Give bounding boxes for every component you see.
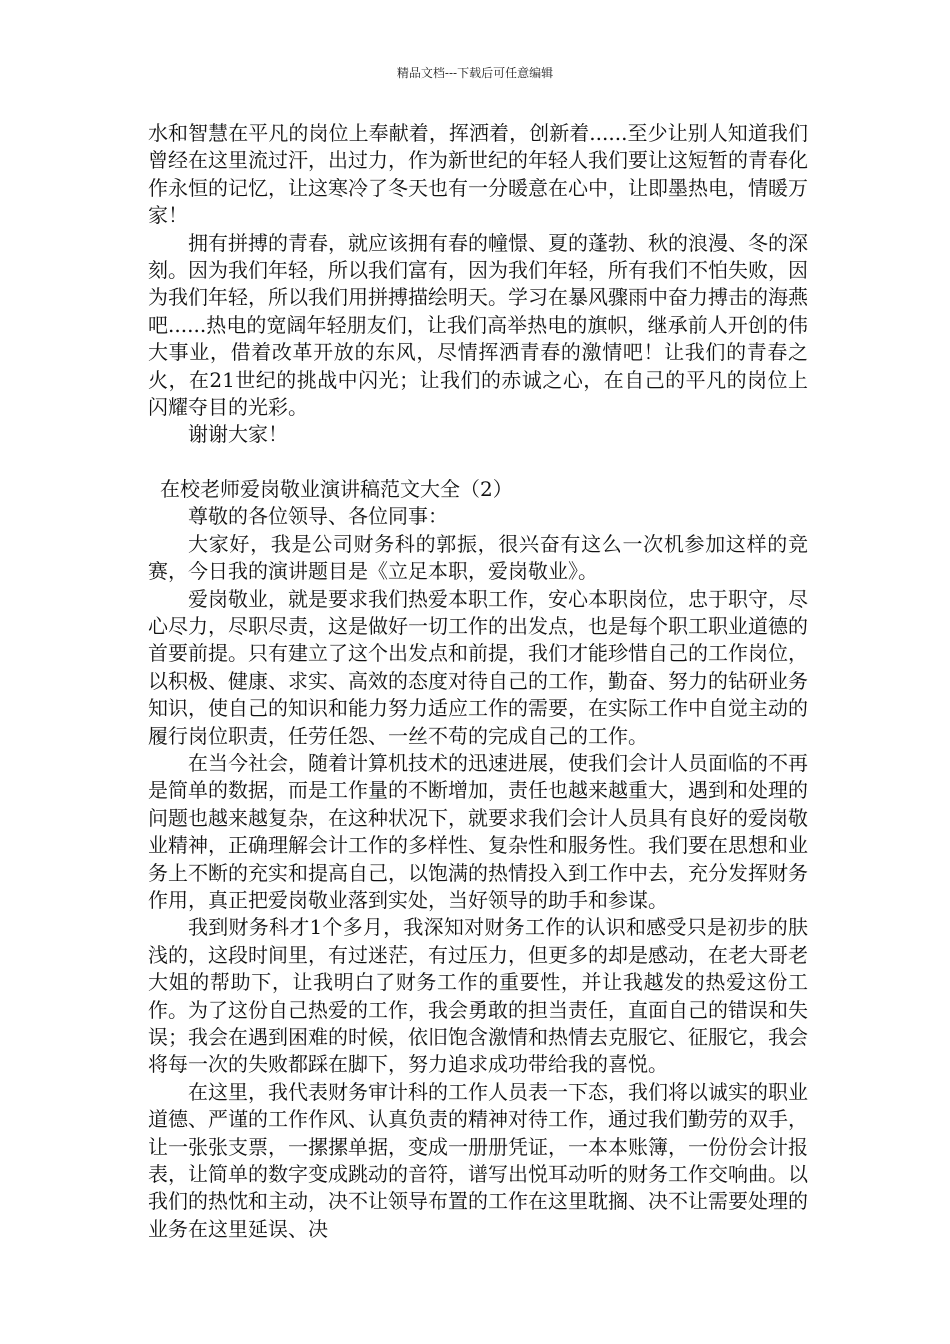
paragraph: 爱岗敬业，就是要求我们热爱本职工作，安心本职岗位，忠于职守，尽心尽力，尽职尽责，这是做好一切工作的出发点，也是每个职工职业道德的首要前提。只有建立了这个出发点和前提，我们才能珍惜自己的工作岗位，以积极、健康、求实、高效的态度对待自己的工作，勤奋、努力的钻研业务知识，使自己的知识和能力努力适应工作的需要，在实际工作中自觉主动的履行岗位职责，任劳任怨、一丝不苟的完成自己的工作。: [148, 586, 808, 748]
document-body: [148, 120, 808, 1243]
page-header: 精品文档---下载后可任意编辑: [396, 66, 554, 80]
paragraph: 在这里，我代表财务审计科的工作人员表一下态，我们将以诚实的职业道德、严谨的工作作风、认真负责的精神对待工作，通过我们勤劳的双手，让一张张支票，一摞摞单据，变成一册册凭证，一本本账簿，一份份会计报表，让简单的数字变成跳动的音符，谱写出悦耳动听的财务工作交响曲。以我们的热忱和主动，决不让领导布置的工作在这里耽搁、决不让需要处理的业务在这里延误、决: [148, 1079, 808, 1241]
paragraph: 我到财务科才1个多月，我深知对财务工作的认识和感受只是初步的肤浅的，这段时间里，有过迷茫，有过压力，但更多的却是感动，在老大哥老大姐的帮助下，让我明白了财务工作的重要性，并让我越发的热爱这份工作。为了这份自己热爱的工作，我会勇敢的担当责任，直面自己的错误和失误；我会在遇到困难的时候，依旧饱含激情和热情去克服它、征服它，我会将每一次的失败都踩在脚下，努力追求成功带给我的喜悦。: [148, 915, 808, 1077]
closing-thanks: 谢谢大家！: [188, 422, 288, 447]
greeting: 尊敬的各位领导、各位同事：: [188, 504, 448, 529]
paragraph: 大家好，我是公司财务科的郭振，很兴奋有这么一次机参加这样的竞赛，今日我的演讲题目是《立足本职，爱岗敬业》。: [148, 531, 808, 584]
paragraph: 在当今社会，随着计算机技术的迅速进展，使我们会计人员面临的不再是简单的数据，而是工作量的不断增加，责任也越来越重大，遇到和处理的问题也越来越复杂，在这种状况下，就要求我们会计人员具有良好的爱岗敬业精神，正确理解会计工作的多样性、复杂性和服务性。我们要在思想和业务上不断的充实和提高自己，以饱满的热情投入到工作中去，充分发挥财务作用，真正把爱岗敬业落到实处，当好领导的助手和参谋。: [148, 750, 808, 912]
paragraph: 水和智慧在平凡的岗位上奉献着，挥洒着，创新着......至少让别人知道我们曾经在这里流过汗，出过力，作为新世纪的年轻人我们要让这短暂的青春化作永恒的记忆，让这寒冷了冬天也有一分暖意在心中，让即墨热电，情暖万家！: [148, 121, 808, 228]
paragraph: 拥有拼搏的青春，就应该拥有春的幢憬、夏的蓬勃、秋的浪漫、冬的深刻。因为我们年轻，所以我们富有，因为我们年轻，所有我们不怕失败，因为我们年轻，所以我们用拼搏描绘明天。学习在暴风骤雨中奋力搏击的海燕吧......热电的宽阔年轻朋友们，让我们高举热电的旗帜，继承前人开创的伟大事业，借着改革开放的东风，尽情挥洒青春的激情吧！让我们的青春之火，在21世纪的挑战中闪光；让我们的赤诚之心，在自己的平凡的岗位上闪耀夺目的光彩。: [148, 230, 808, 420]
section-title: 在校老师爱岗敬业演讲稿范文大全（2）: [160, 476, 513, 501]
